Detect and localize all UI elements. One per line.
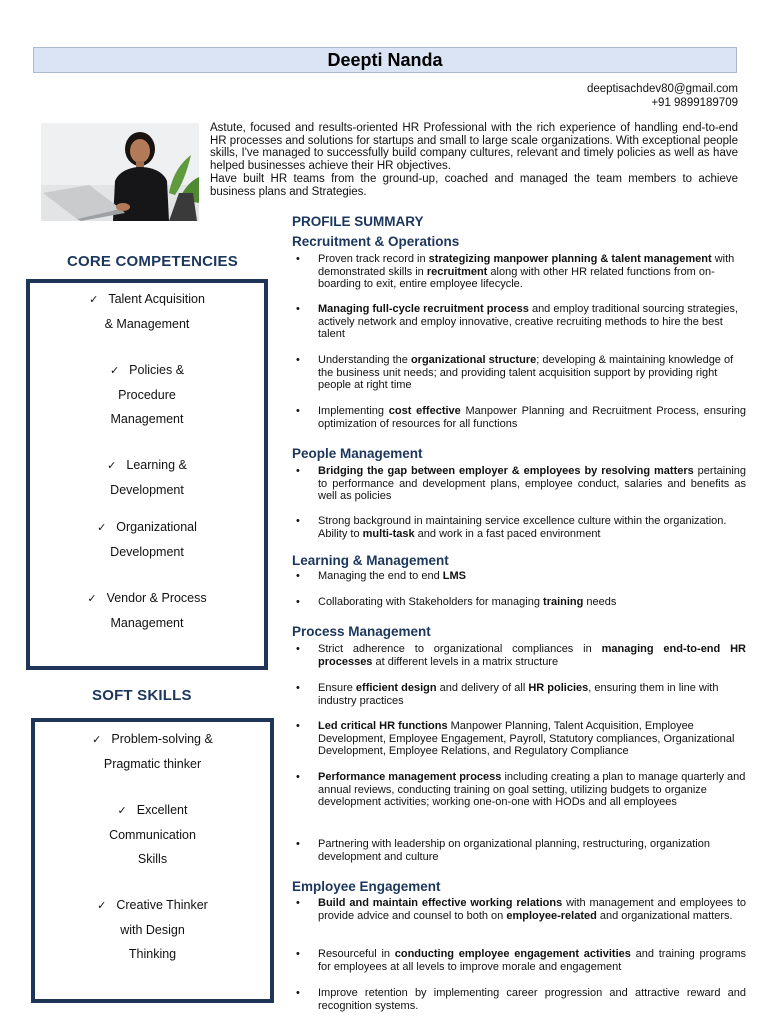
intro-paragraph: Astute, focused and results-oriented HR Professional with the rich experience of handling end-to-end HR processes and solutions for startups and small to large scale organizations. With exceptional people skills, I've managed to successfully build company cultures, relevant and timely policies as well as have helped businesses achieve their HR objectives. xyxy=(210,122,739,173)
profile-photo xyxy=(41,123,199,221)
competency-item: ✓ Talent Acquisition & Management xyxy=(89,292,205,331)
bullet-item: • Bridging the gap between employer & employees by resolving matters pertaining to performance and development plans, employee conduct, salaries and benefits as well as policies xyxy=(296,465,746,502)
bullet-icon: • xyxy=(296,682,300,694)
bullet-icon: • xyxy=(296,465,300,477)
soft-skills-box xyxy=(31,718,274,1003)
soft-skill-item: ✓ Problem-solving & Pragmatic thinker xyxy=(92,732,213,771)
bullet-icon: • xyxy=(296,515,300,527)
bullet-item: • Build and maintain effective working relations with management and employees to provide advice and counsel to both on employee-related and organizational matters. xyxy=(296,897,746,922)
section-title: Process Management xyxy=(292,624,431,639)
bullet-item: • Implementing cost effective Manpower Planning and Recruitment Process, ensuring optimization of resources for all functions xyxy=(296,405,747,430)
bullet-icon: • xyxy=(296,405,300,417)
core-competencies-heading: CORE COMPETENCIES xyxy=(67,253,238,270)
bullet-item: • Managing the end to end LMS xyxy=(296,570,466,582)
checkmark-icon: ✓ xyxy=(107,459,117,472)
bullet-item: • Partnering with leadership on organizational planning, restructuring, organization development and culture xyxy=(296,838,710,863)
profile-summary-heading: PROFILE SUMMARY xyxy=(292,214,424,229)
competency-item: ✓ Policies & Procedure Management xyxy=(109,363,185,426)
section-title: Recruitment & Operations xyxy=(292,234,460,249)
competency-item: ✓ Organizational Development xyxy=(97,520,197,559)
bullet-icon: • xyxy=(296,987,300,999)
bullet-item: • Collaborating with Stakeholders for managing training needs xyxy=(296,596,617,608)
bullet-icon: • xyxy=(296,897,300,909)
bullet-item: • Performance management process including creating a plan to manage quarterly and annual reviews, conducting training on goal setting, utilizing budgets to organize development activities; working one-on-one with HODs and all employees xyxy=(296,771,746,808)
intro-summary xyxy=(210,122,738,198)
bullet-item: • Proven track record in strategizing manpower planning & talent management with demonstrated skills in recruitment along with other HR related functions from on-boarding to exit, entire employee lifecycle. xyxy=(296,253,735,290)
checkmark-icon: ✓ xyxy=(97,521,107,534)
phone-text: +91 9899189709 xyxy=(651,97,738,109)
bullet-item: • Resourceful in conducting employee engagement activities and training programs for employees at all levels to improve morale and engagement xyxy=(296,948,746,973)
bullet-item: • Improve retention by implementing career progression and attractive reward and recognition systems. xyxy=(296,987,746,1012)
bullet-icon: • xyxy=(296,303,300,315)
section-title: Learning & Management xyxy=(292,553,449,568)
bullet-icon: • xyxy=(296,570,300,582)
bullet-item: • Understanding the organizational structure; developing & maintaining knowledge of the business unit needs; and providing talent acquisition support by providing right people at right time xyxy=(296,354,734,391)
competency-item: ✓ Vendor & Process Management xyxy=(87,591,207,630)
soft-skill-item: ✓ Excellent Communication Skills xyxy=(109,803,196,866)
core-competencies-box xyxy=(26,279,268,670)
intro-paragraph: Have built HR teams from the ground-up, coached and managed the team members to achieve business plans and Strategies. xyxy=(210,172,738,198)
bullet-icon: • xyxy=(296,596,300,608)
bullet-icon: • xyxy=(296,838,300,850)
checkmark-icon: ✓ xyxy=(89,293,99,306)
checkmark-icon: ✓ xyxy=(87,592,97,605)
soft-skill-item: ✓ Creative Thinker with Design Thinking xyxy=(97,898,208,961)
bullet-item: • Strict adherence to organizational compliances in managing end-to-end HR processes at different levels in a matrix structure xyxy=(296,643,746,668)
bullet-icon: • xyxy=(296,354,300,366)
bullet-icon: • xyxy=(296,643,300,655)
bullet-icon: • xyxy=(296,948,300,960)
email-text: deeptisachdev80@gmail.com xyxy=(586,83,738,95)
section-title: Employee Engagement xyxy=(292,879,441,894)
section-title: People Management xyxy=(292,446,423,461)
bullet-item: • Led critical HR functions Manpower Planning, Talent Acquisition, Employee Development, Employee Engagement, Payroll, Statutory compliances, Organizational Development, Employee Relations, and Regulatory Compliance xyxy=(296,720,735,757)
checkmark-icon: ✓ xyxy=(92,733,102,746)
contact-block xyxy=(587,82,738,110)
competency-item: ✓ Learning & Development xyxy=(107,458,187,497)
bullet-item: • Managing full-cycle recruitment process and employ traditional sourcing strategies, actively network and employ innovative, creative recruiting methods to hire the best talent xyxy=(296,303,739,340)
soft-skills-heading: SOFT SKILLS xyxy=(92,687,192,704)
name-header: Deepti Nanda xyxy=(33,47,737,73)
checkmark-icon: ✓ xyxy=(117,804,127,817)
checkmark-icon: ✓ xyxy=(109,364,120,377)
bullet-item: • Strong background in maintaining service excellence culture within the organization. Ability to multi-task and work in a fast paced environment xyxy=(296,515,727,540)
bullet-item: • Ensure efficient design and delivery of all HR policies, ensuring them in line with industry practices xyxy=(296,682,719,707)
bullet-icon: • xyxy=(296,720,300,732)
checkmark-icon: ✓ xyxy=(97,899,107,912)
bullet-icon: • xyxy=(296,771,300,783)
bullet-icon: • xyxy=(296,253,300,265)
